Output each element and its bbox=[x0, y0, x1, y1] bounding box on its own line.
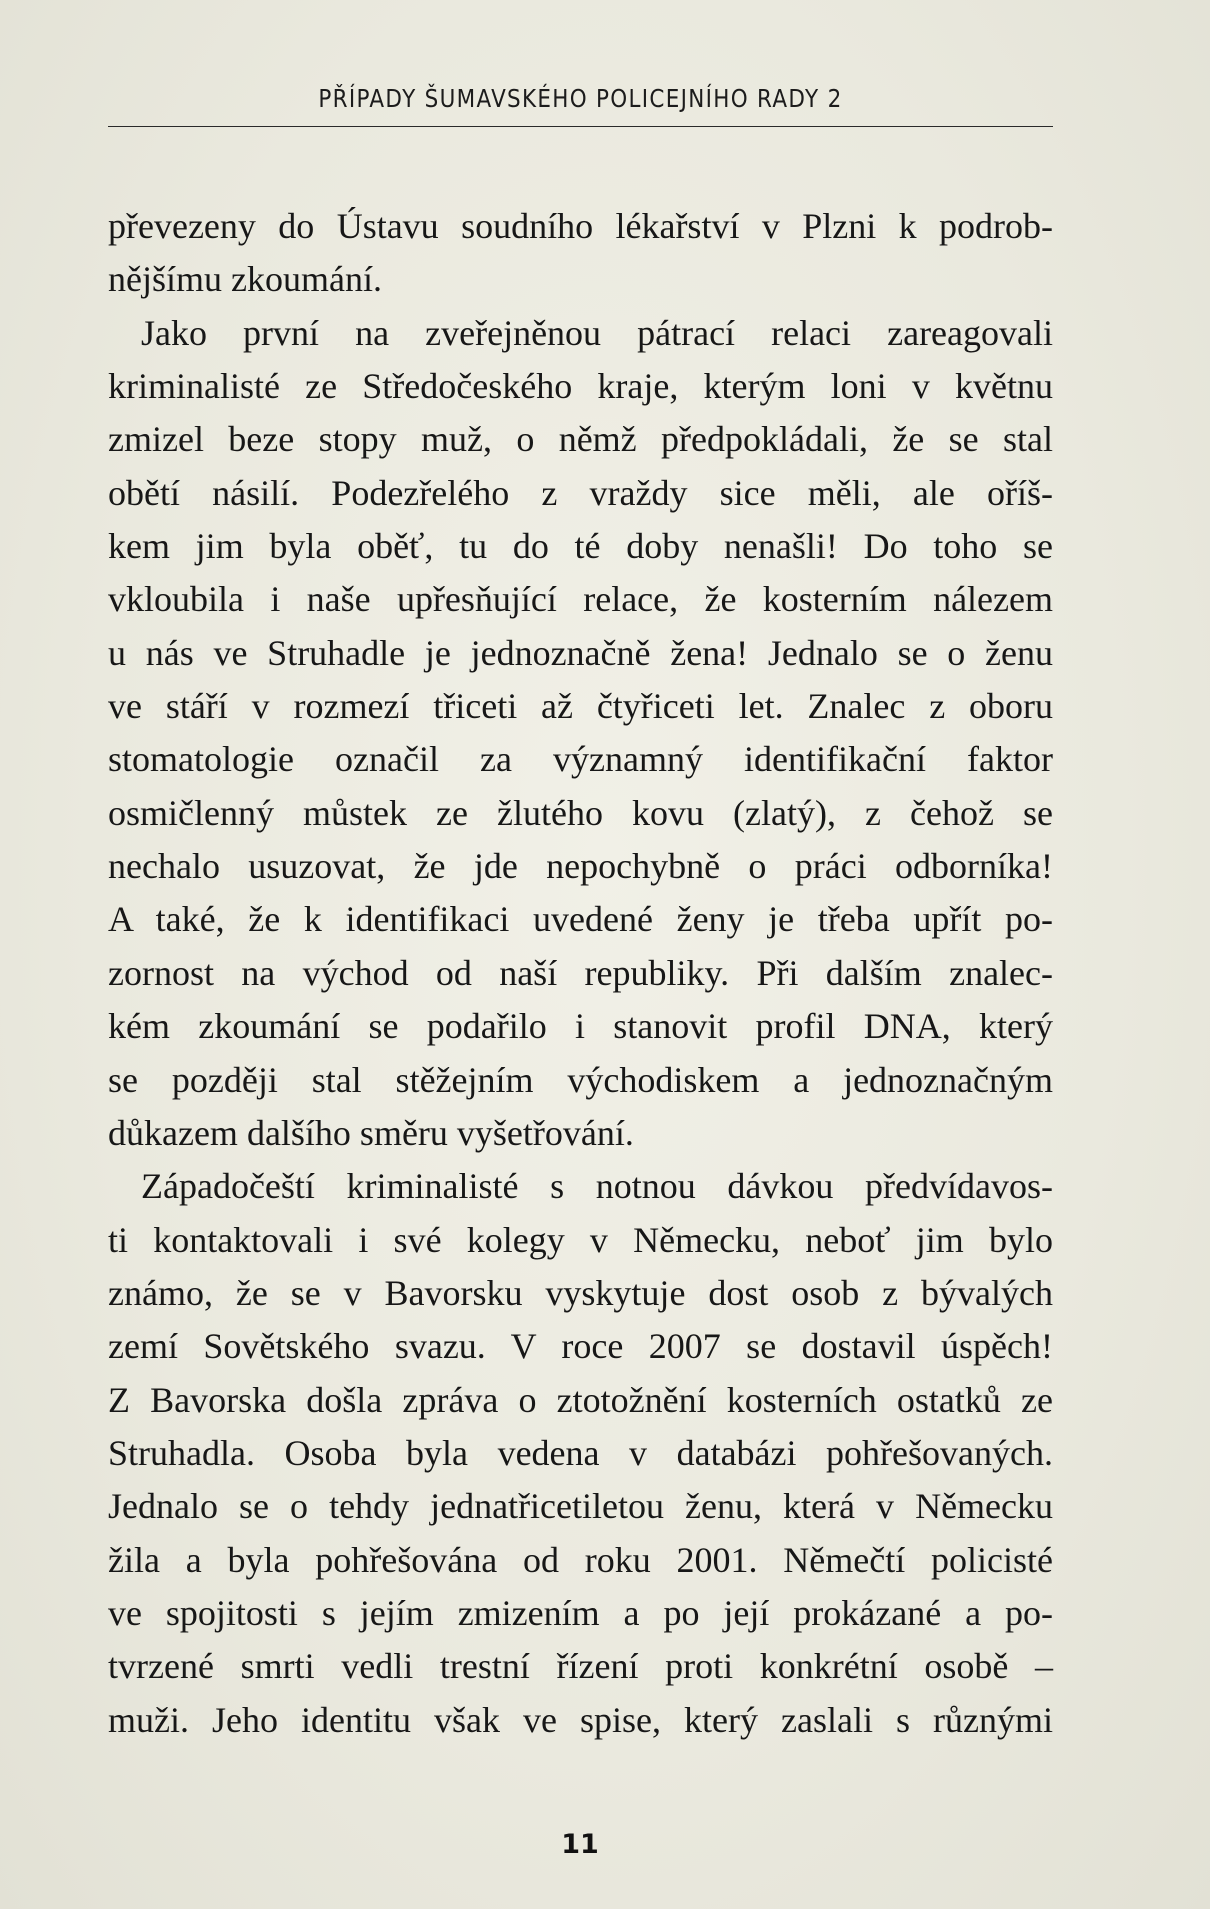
text-line: A také, že k identifikaci uvedené ženy je třeba upřít po- bbox=[108, 899, 1053, 940]
text-line: ti kontaktovali i své kolegy v Německu, neboť jim bylo bbox=[108, 1219, 1053, 1260]
text-line: Z Bavorska došla zpráva o ztotožnění kosterních ostatků ze bbox=[108, 1379, 1053, 1420]
text-line: převezeny do Ústavu soudního lékařství v Plzni k podrob- bbox=[108, 206, 1053, 246]
text-line: důkazem dalšího směru vyšetřování. bbox=[108, 1112, 634, 1153]
text-line: ve spojitosti s jejím zmizením a po její prokázané a po- bbox=[108, 1592, 1053, 1633]
text-line: nechalo usuzovat, že jde nepochybně o práci odborníka! bbox=[108, 846, 1053, 887]
text-line: kém zkoumání se podařilo i stanovit profil DNA, který bbox=[108, 1006, 1053, 1047]
text-line: kem jim byla oběť, tu do té doby nenašli! Do toho se bbox=[108, 526, 1053, 567]
text-line: žila a byla pohřešována od roku 2001. Němečtí policisté bbox=[108, 1539, 1053, 1580]
running-header: PŘÍPADY ŠUMAVSKÉHO POLICEJNÍHO RADY 2 bbox=[318, 84, 843, 113]
body-text bbox=[108, 200, 1053, 1747]
text-line: Jako první na zveřejněnou pátrací relaci zareagovali bbox=[141, 312, 1053, 353]
text-line: zemí Sovětského svazu. V roce 2007 se dostavil úspěch! bbox=[108, 1326, 1053, 1367]
text-line: známo, že se v Bavorsku vyskytuje dost osob z bývalých bbox=[108, 1272, 1053, 1313]
text-line: Západočeští kriminalisté s notnou dávkou předvídavos- bbox=[141, 1166, 1053, 1207]
text-line: osmičlenný můstek ze žlutého kovu (zlatý), z čehož se bbox=[108, 792, 1053, 833]
text-line: vkloubila i naše upřesňující relace, že kosterním nálezem bbox=[108, 579, 1053, 620]
text-line: zmizel beze stopy muž, o němž předpokládali, že se stal bbox=[108, 419, 1053, 460]
text-line: Struhadla. Osoba byla vedena v databázi pohřešovaných. bbox=[108, 1432, 1053, 1473]
text-line: muži. Jeho identitu však ve spise, který zaslali s různými bbox=[108, 1699, 1053, 1740]
text-line: se později stal stěžejním východiskem a jednoznačným bbox=[108, 1059, 1053, 1100]
text-line: ve stáří v rozmezí třiceti až čtyřiceti let. Znalec z oboru bbox=[108, 686, 1053, 727]
text-line: u nás ve Struhadle je jednoznačně žena! Jednalo se o ženu bbox=[108, 632, 1053, 673]
page-number: 11 bbox=[561, 1829, 599, 1860]
text-line: Jednalo se o tehdy jednatřicetiletou ženu, která v Německu bbox=[108, 1486, 1053, 1527]
text-line: stomatologie označil za významný identifikační faktor bbox=[108, 739, 1053, 780]
text-line: zornost na východ od naší republiky. Při dalším znalec- bbox=[108, 952, 1053, 993]
header-rule bbox=[108, 126, 1053, 127]
text-line: kriminalisté ze Středočeského kraje, kterým loni v květnu bbox=[108, 366, 1053, 407]
text-line: obětí násilí. Podezřelého z vraždy sice měli, ale oříš- bbox=[108, 472, 1053, 513]
text-line: nějšímu zkoumání. bbox=[108, 259, 382, 300]
text-line: tvrzené smrti vedli trestní řízení proti konkrétní osobě – bbox=[108, 1646, 1053, 1687]
